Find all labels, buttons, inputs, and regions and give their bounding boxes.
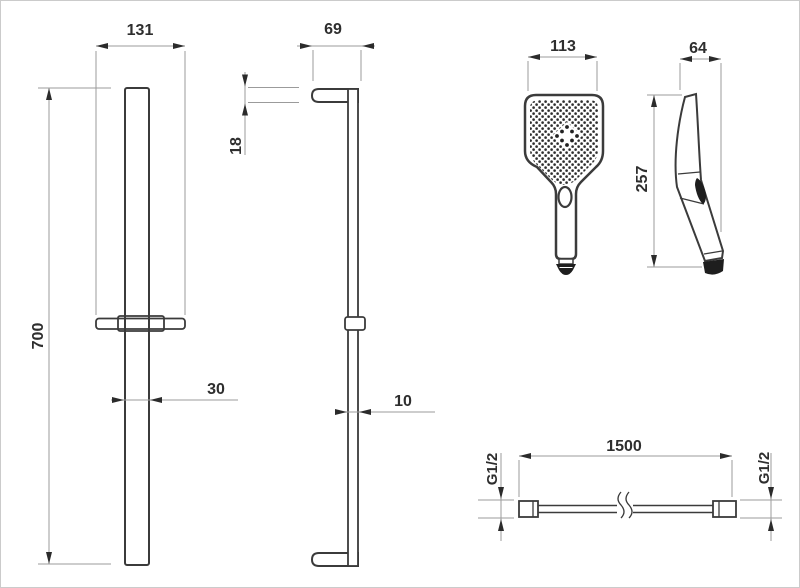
hose-tube (538, 506, 713, 513)
dim-hose-thread-left: G1/2 (484, 452, 501, 486)
handle-end-band (559, 259, 573, 264)
dim-rail-depth: 69 (324, 21, 342, 38)
handle-hook-hole (559, 187, 572, 207)
dim-shower-depth: 64 (689, 40, 707, 57)
technical-drawing-canvas (1, 1, 799, 587)
handshower-side-view (676, 94, 724, 275)
dim-shower-width: 113 (550, 38, 576, 55)
hose-connector-front (556, 264, 576, 275)
dim-bracket-thickness: 18 (228, 137, 245, 155)
rail-side-view (312, 89, 365, 566)
dim-rail-bar-depth: 10 (394, 393, 412, 410)
dim-rail-holder-width: 131 (126, 22, 154, 39)
hose-fitting-right (713, 501, 736, 517)
hose-fitting-left (519, 501, 538, 517)
hose-view (519, 492, 736, 518)
handshower-side-outline (676, 94, 723, 261)
hose-break-symbol (618, 492, 632, 518)
dim-shower-height: 257 (634, 165, 651, 193)
rail-side-slider (345, 317, 365, 330)
dim-hose-thread-right: G1/2 (756, 451, 773, 485)
handshower-front-view (525, 95, 603, 275)
rail-front-view (96, 88, 185, 565)
dim-rail-bar-width: 30 (207, 381, 225, 398)
dim-rail-height: 700 (30, 322, 47, 350)
dim-hose-length: 1500 (606, 438, 642, 455)
